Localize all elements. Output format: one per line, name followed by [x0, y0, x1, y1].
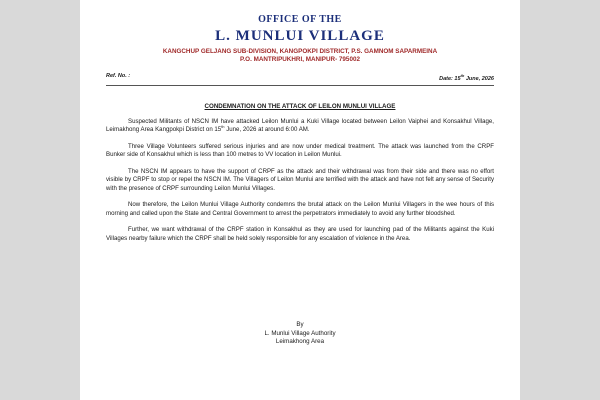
signature-block — [106, 321, 494, 347]
letter-subject: CONDEMNATION ON THE ATTACK OF LEILON MUNLUI VILLAGE — [204, 102, 396, 110]
letter-date — [439, 73, 494, 82]
paragraph-1-ordinal: th — [221, 124, 225, 130]
address-block — [106, 48, 494, 64]
date-prefix: Date: 15 — [439, 75, 461, 82]
address-line-2: P.O. MANTRIPUKHRI, MANIPUR- 795002 — [240, 56, 360, 63]
paragraph-2: Three Village Volunteers suffered serious injuries and are now under medical treatment. The attack was launched from the CRPF Bunker side of Konsakhul which is less than 100 metres to VV location in Leilon Munlui. — [106, 142, 494, 159]
village-name: L. MUNLUI VILLAGE — [215, 28, 385, 44]
letter-body — [106, 118, 494, 244]
signature-area: Leimakhong Area — [275, 338, 325, 346]
date-suffix: June, 2026 — [464, 75, 494, 82]
ref-number-label: Ref. No. : — [106, 73, 131, 79]
paragraph-3: The NSCN IM appears to have the support of CRPF as the attack and their withdrawal was from their side and there was no effort visible by CRPF to stop or repel the NSCN IM. The Villagers of Leilon Munlui are terrified with the attack and have not felt any sense of Security with the presence of CRPF surrounding Leilon Munlui Villages. — [106, 167, 494, 192]
paragraph-5: Further, we want withdrawal of the CRPF station in Konsakhul as they are used for launching pad of the Militants against the Kuki Villages nearby failure which the CRPF shall be held solely responsible for any escalation of violence in the Area. — [106, 226, 494, 242]
paragraph-4: Now therefore, the Leilon Munlui Village Authority condemns the brutal attack on the Leilon Munlui Villagers in the wee hours of this morning and called upon the State and Central Government to arrest the perpetrators immediately to avoid any further bloodshed. — [106, 201, 494, 217]
paragraph-1-text-b: June, 2026 at around 6:00 AM. — [224, 126, 310, 134]
letterhead — [106, 14, 494, 64]
date-ordinal: th — [460, 73, 465, 78]
reference-line — [106, 73, 494, 86]
paragraph-1-text-a: Suspected Militants of NSCN IM have attacked Leilon Munlui a Kuki Village located between Leilon Vaiphei and Konsakhul Village, Leimakhong Area Kangpokpi District on 15 — [106, 117, 494, 134]
signature-by: By — [296, 321, 304, 329]
address-line-1: KANGCHUP GELJANG SUB-DIVISION, KANGPOKPI DISTRICT, P.S. GAMNOM SAPARMEINA — [162, 48, 438, 55]
letter-page — [80, 0, 520, 400]
signature-authority: L. Munlui Village Authority — [264, 329, 336, 337]
office-heading: OFFICE OF THE — [258, 14, 342, 25]
paragraph-1 — [106, 118, 494, 135]
